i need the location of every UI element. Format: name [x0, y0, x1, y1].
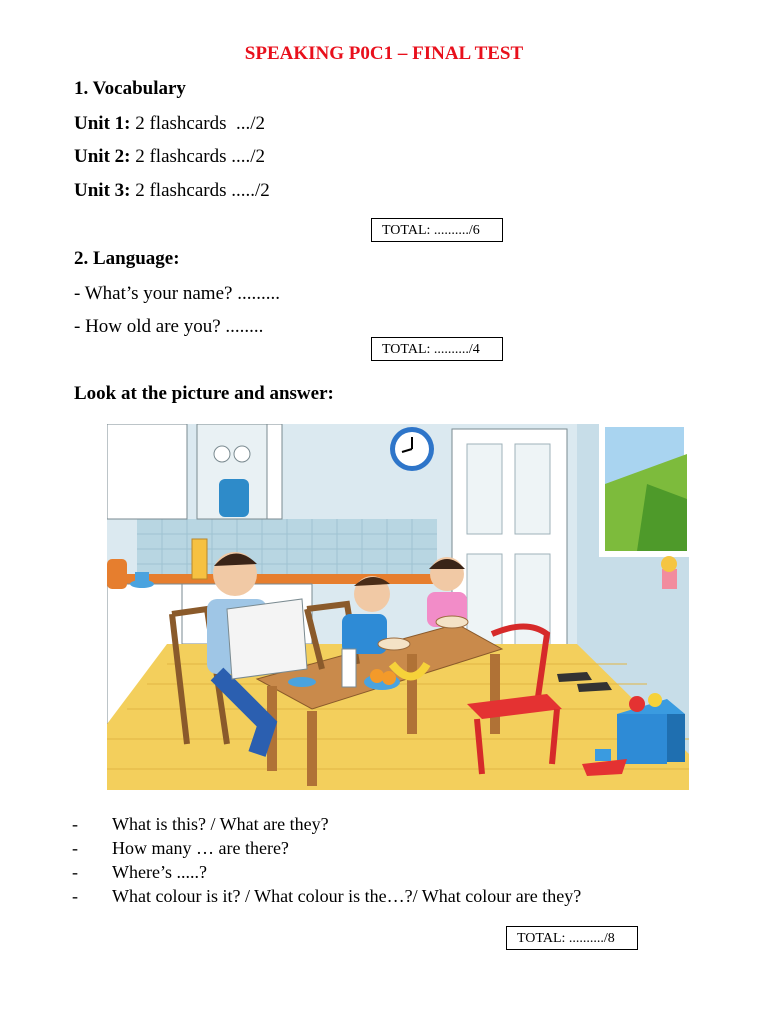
picture-question-4: What colour is it? / What colour is the…?/ What colour are they? [112, 886, 582, 906]
bullet: - [72, 814, 78, 834]
kitchen-illustration [107, 424, 689, 790]
unit-text: 2 flashcards .../2 [130, 113, 266, 134]
language-question-2: - How old are you? ........ [74, 316, 264, 337]
picture-question-1: What is this? / What are they? [112, 814, 329, 834]
bullet: - [72, 862, 78, 882]
picture-total-box: TOTAL: ........../8 [506, 926, 638, 950]
vocabulary-heading: 1. Vocabulary [74, 78, 186, 99]
page-title: SPEAKING P0C1 – FINAL TEST [244, 43, 524, 64]
wall-tiles [137, 519, 437, 574]
bullet: - [72, 838, 78, 858]
picture-question-2: How many … are there? [112, 838, 289, 858]
unit-text: 2 flashcards ...../2 [130, 180, 270, 201]
unit-label: Unit 1: [74, 113, 131, 134]
vocab-unit-2 [74, 146, 265, 168]
unit-label: Unit 2: [74, 146, 131, 167]
vocabulary-total-box: TOTAL: ........../6 [371, 218, 503, 242]
picture-heading: Look at the picture and answer: [74, 383, 334, 404]
language-heading: 2. Language: [74, 248, 180, 269]
picture-question-3: Where’s .....? [112, 862, 207, 882]
language-total-box: TOTAL: ........../4 [371, 337, 503, 361]
language-question-1: - What’s your name? ......... [74, 283, 280, 304]
vocab-unit-1 [74, 113, 265, 135]
vocab-unit-3 [74, 180, 270, 202]
unit-label: Unit 3: [74, 180, 131, 201]
unit-text: 2 flashcards ..../2 [130, 146, 266, 167]
bullet: - [72, 886, 78, 906]
